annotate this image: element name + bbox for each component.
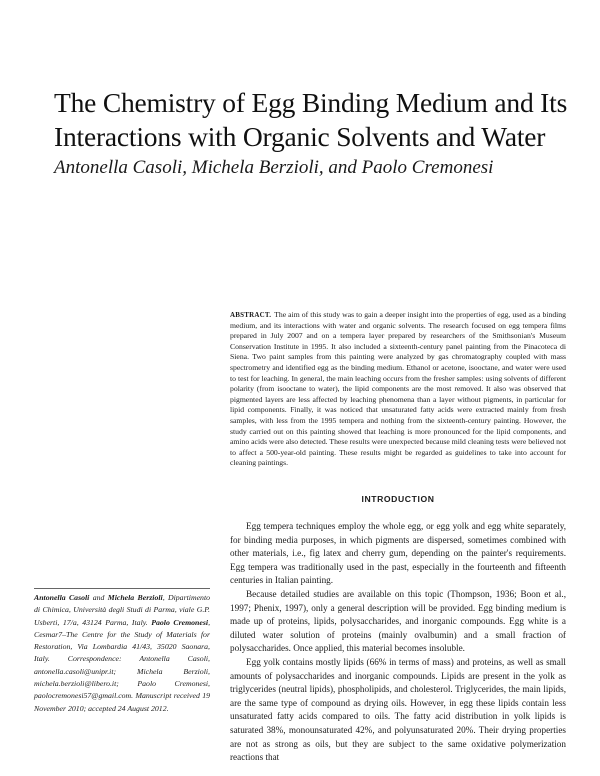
paragraph: Egg yolk contains mostly lipids (66% in terms of mass) and proteins, as well as small amounts of polysaccharides and inorganic compounds. Lipids are present in the yolk as triglycerides (neutral lipids), phospholipids, and cholesterol. Triglycerides, the main lipids, are the same type of compound as drying oils. However, in egg these lipids contain less unsaturated fatty acids compared to oils. The fatty acid distribution in yolk lipids is saturated 38%, monounsaturated 42%, and polyunsaturated 20%. Their drying properties are not as strong as oils, but they are subject to the same oxidative polymerization reactions that xyxy=(230,656,566,763)
paragraph: Egg tempera techniques employ the whole egg, or egg yolk and egg white separately, for binding media purposes, in which pigments are dispersed, sometimes combined with other materials, i.e., fig latex and cherry gum, depending on the painter's requirements. Egg tempera was traditionally used in the past, especially in the fourteenth and fifteenth centuries in Italian painting. xyxy=(230,521,566,586)
introduction-body xyxy=(230,520,566,765)
title-line-2: Interactions with Organic Solvents and Water xyxy=(54,121,546,152)
title-line-1: The Chemistry of Egg Binding Medium and Its xyxy=(54,87,568,118)
footnote-rule xyxy=(34,588,210,589)
abstract-text: The aim of this study was to gain a deeper insight into the properties of egg, used as a binding medium, and its interactions with water and organic solvents. The research focused on egg tempera films prepared in July 2007 and on a tempera layer prepared by researchers of the Smithsonian's Museum Conservation Institute in 1995. It also included a sixteenth-century panel painting from the Pinacoteca di Siena. Two paint samples from this painting were analyzed by gas chromatography coupled with mass spectrometry and identified egg as the binding medium. Ethanol or acetone, isooctane, and water were used to test for leaching. In general, the main leaching occurs from the fresher samples: using solvents of different polarity (from isooctane to water), the lipid components are the most removed. It also was observed that pigmented layers are less affected by leaching phenomena than a layer without pigments, in particular for lipid components. Finally, it was noticed that unsaturated fatty acids were extracted mainly from fresh samples, with less from the 1995 tempera and nothing from the sixteenth-century painting. However, the study carried out on this painting showed that leaching is more pronounced for the lipid components, and amino acids were also detected. These results were unexpected because mild cleaning tests were believed not to affect a 500-year-old painting. These results might be regarded as guidelines to take into account for cleaning paintings. xyxy=(230,310,566,468)
paragraph: Because detailed studies are available on this topic (Thompson, 1936; Boon et al., 1997; Phenix, 1997), only a general description will be provided. Egg binding medium is made up of proteins, lipids, polysaccharides, and inorganic compounds. Egg white is a diluted water solution of proteins (mainly ovalbumin) and a small fraction of polysaccharides. Once applied, this material becomes insoluble. xyxy=(230,588,566,654)
footnote-conjunction: and xyxy=(92,593,105,602)
author-affiliation-footnote xyxy=(34,588,210,715)
footnote-affiliation: , Dipartimento di Chimica, Università degli Studi di Parma, viale G.P. Usberti, 17/a, 43124 Parma, Italy. xyxy=(34,593,211,627)
paper-title xyxy=(54,86,574,154)
footnote-author-name: Antonella Casoli xyxy=(34,593,90,602)
footnote-author-name: Michela Berzioli xyxy=(107,593,163,602)
section-heading-introduction: INTRODUCTION xyxy=(361,494,435,504)
author-list: Antonella Casoli, Michela Berzioli, and Paolo Cremonesi xyxy=(54,157,494,178)
abstract-label: ABSTRACT. xyxy=(230,311,272,319)
abstract xyxy=(230,310,566,469)
footnote-author-name: Paolo Cremonesi xyxy=(151,617,209,627)
footnote-affiliation-correspondence: , Cesmar7–The Centre for the Study of Materials for Restoration, Via Lombardia 41/43, 35020 Saonara, Italy. Correspondence: Antonella Casoli, antonella.casoli@unipr.it; Michela Berzioli, michela.berzioli@libero.it; Paolo Cremonesi, paolocremonesi57@gmail.com. Manuscript received 19 November 2010; accepted 24 August 2012. xyxy=(34,617,211,713)
